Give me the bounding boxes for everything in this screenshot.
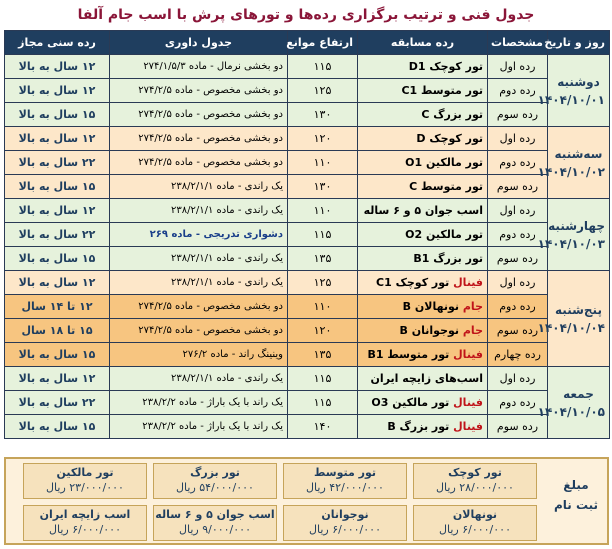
competition-prefix: فینال <box>453 348 483 361</box>
fee-currency: ریال <box>179 523 199 536</box>
age-cell: ۲۲ سال به بالا <box>5 151 110 175</box>
level-cell: رده اول <box>488 271 548 295</box>
fee-amount <box>154 523 276 536</box>
day-date: ۱۴۰۴/۱۰/۰۳ <box>537 236 605 251</box>
day-date: ۱۴۰۴/۱۰/۰۱ <box>537 92 605 107</box>
fee-name: نوجوانان <box>321 508 369 521</box>
competition-cell <box>358 175 488 199</box>
age-cell: ۱۵ سال به بالا <box>5 343 110 367</box>
header-day: روز و تاریخ <box>548 31 610 55</box>
level-cell: رده سوم <box>488 103 548 127</box>
table-row <box>5 175 610 199</box>
competition-cell <box>358 127 488 151</box>
age-cell: ۱۲ سال به بالا <box>5 199 110 223</box>
fees-label: مبلغ ثبت نام <box>553 478 599 512</box>
day-date: ۱۴۰۴/۱۰/۰۵ <box>537 404 605 419</box>
day-cell <box>537 127 610 199</box>
judge-cell: یک راندی - ماده ۲۳۸/۲/۱/۱ <box>110 247 288 271</box>
competition-name: تور بزرگ B1 <box>413 252 483 265</box>
table-row <box>5 247 610 271</box>
age-cell: ۱۲ سال به بالا <box>5 79 110 103</box>
level-cell: رده سوم <box>488 415 548 439</box>
day-date: ۱۴۰۴/۱۰/۰۴ <box>537 320 605 335</box>
fee-name: تور بزرگ <box>190 466 240 479</box>
fee-currency: ریال <box>46 481 66 494</box>
fee-name: تور کوچک <box>448 466 502 479</box>
height-cell: ۱۱۵ <box>288 55 358 79</box>
schedule-table <box>4 30 610 439</box>
fee-currency: ریال <box>176 481 196 494</box>
table-row <box>5 79 610 103</box>
fee-amount <box>24 481 146 494</box>
fee-currency: ریال <box>309 523 329 536</box>
age-cell: ۱۲ تا ۱۴ سال <box>5 295 110 319</box>
table-row <box>5 271 610 295</box>
day-name: جمعه <box>563 386 594 401</box>
judge-cell: یک راندی - ماده ۲۳۸/۲/۱/۱ <box>110 271 288 295</box>
height-cell: ۱۳۵ <box>288 247 358 271</box>
competition-name: اسب‌های زایچه ایران <box>370 372 483 385</box>
height-cell: ۱۱۰ <box>288 295 358 319</box>
header-spec: مشخصات <box>488 31 548 55</box>
competition-name: تور متوسط C <box>409 180 483 193</box>
height-cell: ۱۱۰ <box>288 151 358 175</box>
competition-cell <box>358 367 488 391</box>
level-cell: رده سوم <box>488 319 548 343</box>
page-title: جدول فنی و ترتیب برگزاری رده‌ها و تورهای پرش با اسب جام آلفا <box>77 7 535 23</box>
fee-amount <box>284 523 406 536</box>
age-cell: ۱۲ سال به بالا <box>5 55 110 79</box>
competition-cell <box>358 79 488 103</box>
competition-cell <box>358 295 488 319</box>
judge-cell: دو بخشی مخصوص - ماده ۲۷۴/۲/۵ <box>110 151 288 175</box>
table-row <box>5 367 610 391</box>
height-cell: ۱۲۵ <box>288 79 358 103</box>
age-cell: ۱۵ تا ۱۸ سال <box>5 319 110 343</box>
fee-name: تور متوسط <box>314 466 376 479</box>
table-row <box>5 223 610 247</box>
fee-currency: ریال <box>49 523 69 536</box>
age-cell: ۱۵ سال به بالا <box>5 175 110 199</box>
competition-cell <box>358 391 488 415</box>
height-cell: ۱۱۰ <box>288 199 358 223</box>
table-row <box>5 343 610 367</box>
judge-cell: یک راندی - ماده ۲۳۸/۲/۱/۱ <box>110 367 288 391</box>
competition-cell <box>358 55 488 79</box>
fee-amount <box>414 481 536 494</box>
height-cell: ۱۴۰ <box>288 415 358 439</box>
age-cell: ۱۲ سال به بالا <box>5 367 110 391</box>
judge-cell: وینینگ راند - ماده ۲۷۶/۲ <box>110 343 288 367</box>
level-cell: رده اول <box>488 127 548 151</box>
table-row <box>5 151 610 175</box>
fee-name: اسب جوان ۵ و ۶ ساله <box>155 508 275 521</box>
competition-name: نوجوانان B <box>399 324 460 337</box>
fee-amount <box>414 523 536 536</box>
age-cell: ۱۵ سال به بالا <box>5 103 110 127</box>
competition-prefix: فینال <box>453 396 483 409</box>
fee-item <box>153 463 277 499</box>
competition-cell <box>358 271 488 295</box>
fee-value: ۲۳/۰۰۰/۰۰۰ <box>69 481 124 494</box>
competition-cell <box>358 103 488 127</box>
fee-currency: ریال <box>436 481 456 494</box>
competition-cell <box>358 199 488 223</box>
competition-prefix: فینال <box>453 276 483 289</box>
header-judge: جدول داوری <box>110 31 288 55</box>
level-cell: رده سوم <box>488 175 548 199</box>
fee-item <box>153 505 277 541</box>
fee-value: ۲۸/۰۰۰/۰۰۰ <box>459 481 514 494</box>
table-row <box>5 319 610 343</box>
fee-currency: ریال <box>306 481 326 494</box>
schedule-body <box>5 55 610 439</box>
table-row <box>5 55 610 79</box>
height-cell: ۱۳۰ <box>288 103 358 127</box>
day-cell <box>537 367 610 439</box>
fee-value: ۴۲/۰۰۰/۰۰۰ <box>329 481 384 494</box>
fee-value: ۹/۰۰۰/۰۰۰ <box>202 523 251 536</box>
competition-name: تور کوچک D <box>416 132 483 145</box>
level-cell: رده دوم <box>488 295 548 319</box>
competition-name: تور مالکین O3 <box>371 396 450 409</box>
judge-cell: یک راندی - ماده ۲۳۸/۲/۱/۱ <box>110 199 288 223</box>
competition-name: تور متوسط C1 <box>401 84 483 97</box>
competition-name: تور بزرگ C <box>421 108 483 121</box>
judge-cell: دو بخشی مخصوص - ماده ۲۷۴/۲/۵ <box>110 295 288 319</box>
competition-cell <box>358 319 488 343</box>
day-cell <box>537 199 610 271</box>
height-cell: ۱۳۰ <box>288 175 358 199</box>
judge-cell: دو بخشی نرمال - ماده ۲۷۴/۱/۵/۳ <box>110 55 288 79</box>
day-name: سه‌شنبه <box>554 146 603 161</box>
level-cell: رده دوم <box>488 223 548 247</box>
fee-name: نونهالان <box>452 508 498 521</box>
fee-item <box>23 463 147 499</box>
table-row <box>5 199 610 223</box>
day-cell <box>537 271 610 367</box>
level-cell: رده چهارم <box>488 343 548 367</box>
competition-cell <box>358 151 488 175</box>
age-cell: ۱۵ سال به بالا <box>5 415 110 439</box>
competition-cell <box>358 415 488 439</box>
judge-cell: یک راند با یک باراژ - ماده ۲۳۸/۲/۲ <box>110 415 288 439</box>
fee-value: ۶/۰۰۰/۰۰۰ <box>72 523 121 536</box>
day-name: چهارشنبه <box>548 218 605 233</box>
age-cell: ۲۲ سال به بالا <box>5 223 110 247</box>
level-cell: رده سوم <box>488 247 548 271</box>
fee-name: تور مالکین <box>56 466 114 479</box>
fee-item <box>413 463 537 499</box>
level-cell: رده اول <box>488 55 548 79</box>
height-cell: ۱۲۰ <box>288 127 358 151</box>
header-row <box>5 31 610 55</box>
competition-name: تور متوسط B1 <box>367 348 450 361</box>
fee-value: ۶/۰۰۰/۰۰۰ <box>332 523 381 536</box>
day-name: پنج‌شنبه <box>555 302 602 317</box>
judge-cell: دو بخشی مخصوص - ماده ۲۷۴/۲/۵ <box>110 127 288 151</box>
competition-name: تور کوچک D1 <box>408 60 483 73</box>
competition-name: نونهالان B <box>402 300 460 313</box>
fee-item <box>283 505 407 541</box>
judge-cell: دو بخشی مخصوص - ماده ۲۷۴/۲/۵ <box>110 319 288 343</box>
fee-item <box>283 463 407 499</box>
level-cell: رده دوم <box>488 151 548 175</box>
day-date: ۱۴۰۴/۱۰/۰۲ <box>537 164 605 179</box>
competition-name: تور مالکین O1 <box>405 156 483 169</box>
age-cell: ۱۲ سال به بالا <box>5 271 110 295</box>
competition-cell <box>358 223 488 247</box>
table-row <box>5 295 610 319</box>
table-row <box>5 103 610 127</box>
judge-cell: یک راندی - ماده ۲۳۸/۲/۱/۱ <box>110 175 288 199</box>
table-row <box>5 391 610 415</box>
table-row <box>5 415 610 439</box>
judge-cell: دشواری تدریجی - ماده ۲۶۹ <box>110 223 288 247</box>
competition-name: تور بزرگ B <box>387 420 450 433</box>
fee-value: ۶/۰۰۰/۰۰۰ <box>462 523 511 536</box>
competition-name: تور کوچک C1 <box>376 276 450 289</box>
registration-fees <box>4 457 609 545</box>
header-height: ارتفاع موانع <box>288 31 358 55</box>
level-cell: رده دوم <box>488 391 548 415</box>
competition-name: اسب جوان ۵ و ۶ ساله <box>363 204 483 217</box>
fee-item <box>23 505 147 541</box>
fee-amount <box>154 481 276 494</box>
height-cell: ۱۲۰ <box>288 319 358 343</box>
fee-item <box>413 505 537 541</box>
height-cell: ۱۲۵ <box>288 271 358 295</box>
competition-name: تور مالکین O2 <box>405 228 483 241</box>
competition-cell <box>358 343 488 367</box>
competition-cell <box>358 247 488 271</box>
level-cell: رده اول <box>488 199 548 223</box>
level-cell: رده اول <box>488 367 548 391</box>
fee-amount <box>284 481 406 494</box>
height-cell: ۱۱۵ <box>288 367 358 391</box>
level-cell: رده دوم <box>488 79 548 103</box>
judge-cell: یک راند با یک باراژ - ماده ۲۳۸/۲/۲ <box>110 391 288 415</box>
day-cell <box>537 55 610 127</box>
judge-cell: دو بخشی مخصوص - ماده ۲۷۴/۲/۵ <box>110 103 288 127</box>
competition-prefix: فینال <box>453 420 483 433</box>
height-cell: ۱۱۵ <box>288 223 358 247</box>
fee-currency: ریال <box>439 523 459 536</box>
fee-name: اسب زایچه ایران <box>39 508 131 521</box>
height-cell: ۱۱۵ <box>288 391 358 415</box>
day-name: دوشنبه <box>557 74 600 89</box>
table-row <box>5 127 610 151</box>
height-cell: ۱۳۵ <box>288 343 358 367</box>
judge-cell: دو بخشی مخصوص - ماده ۲۷۴/۲/۵ <box>110 79 288 103</box>
age-cell: ۱۵ سال به بالا <box>5 247 110 271</box>
fee-amount <box>24 523 146 536</box>
age-cell: ۲۲ سال به بالا <box>5 391 110 415</box>
fee-value: ۵۴/۰۰۰/۰۰۰ <box>199 481 254 494</box>
competition-prefix: جام <box>462 324 483 337</box>
competition-prefix: جام <box>462 300 483 313</box>
age-cell: ۱۲ سال به بالا <box>5 127 110 151</box>
header-competition: رده مسابقه <box>358 31 488 55</box>
header-age: رده سنی مجاز <box>5 31 110 55</box>
